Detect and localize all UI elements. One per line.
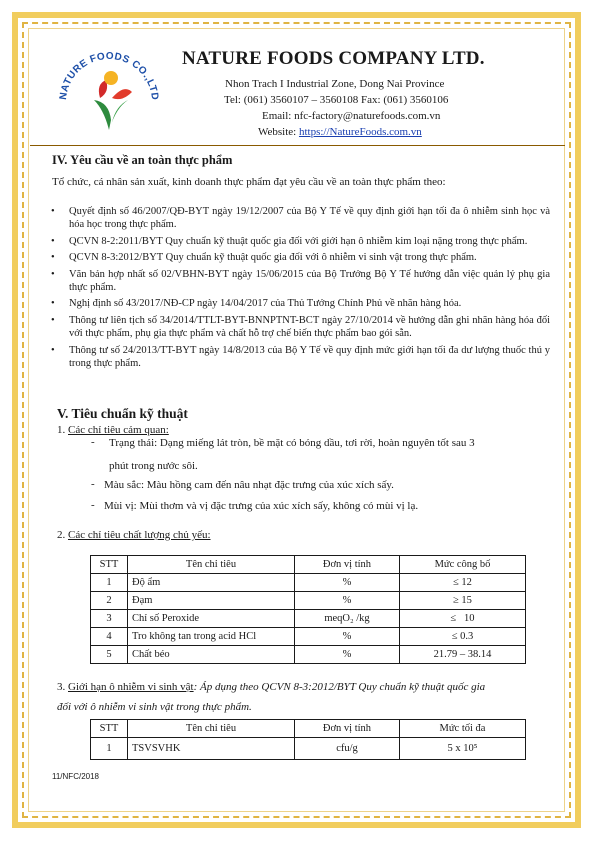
cell-level: ≤ 10 bbox=[400, 610, 526, 628]
sensory-number: 1. bbox=[57, 424, 66, 436]
cell-stt: 1 bbox=[91, 738, 128, 760]
cell-stt: 1 bbox=[91, 574, 128, 592]
quality-heading bbox=[57, 529, 211, 541]
website-link[interactable]: https://NatureFoods.com.vn bbox=[298, 126, 422, 138]
cell-criterion: Chỉ số Peroxide bbox=[128, 610, 295, 628]
list-item: • QCVN 8-2:2011/BYT Quy chuẩn kỹ thuật quốc gia đối với giới hạn ô nhiễm kim loại nặng trong thực phẩm. bbox=[55, 235, 550, 248]
cell-unit: meqO₂ /kg bbox=[295, 610, 400, 628]
cell-criterion: Chất béo bbox=[128, 646, 295, 664]
micro-number: 3. bbox=[57, 681, 66, 693]
header-unit: Đơn vị tính bbox=[295, 720, 400, 738]
micro-table bbox=[90, 719, 526, 760]
list-item: • Nghị định số 43/2017/NĐ-CP ngày 14/04/2017 của Thủ Tướng Chính Phủ về nhãn hàng hóa. bbox=[55, 297, 550, 310]
sensory-color: Màu sắc: Màu hồng cam đến nâu nhạt đặc trưng của xúc xích sấy. bbox=[104, 479, 394, 491]
cell-unit: % bbox=[295, 592, 400, 610]
company-website bbox=[258, 126, 422, 138]
header-level: Mức công bố bbox=[400, 556, 526, 574]
sensory-title: Các chỉ tiêu cảm quan: bbox=[68, 424, 169, 436]
dash-marker: - bbox=[91, 499, 95, 511]
cell-stt: 5 bbox=[91, 646, 128, 664]
header-stt: STT bbox=[91, 720, 128, 738]
sensory-heading bbox=[57, 424, 169, 436]
quality-table bbox=[90, 555, 526, 664]
cell-unit: % bbox=[295, 628, 400, 646]
sensory-state: Trạng thái: Dạng miếng lát tròn, bề mặt có bóng dầu, tơi rời, hoàn nguyên tốt sau 3 bbox=[109, 437, 475, 449]
sensory-taste: Mùi vị: Mùi thơm và vị đặc trưng của xúc xích sấy, không có mùi vị lạ. bbox=[104, 500, 419, 512]
list-item: • Văn bản hợp nhất số 02/VBHN-BYT ngày 15/06/2015 của Bộ Trưởng Bộ Y Tế hướng dẫn việc quản lý phụ gia thực phẩm. bbox=[55, 268, 550, 294]
document-code: 11/NFC/2018 bbox=[52, 772, 99, 781]
cell-level: 21.79 – 38.14 bbox=[400, 646, 526, 664]
cell-criterion: Đạm bbox=[128, 592, 295, 610]
cell-unit: cfu/g bbox=[295, 738, 400, 760]
cell-stt: 2 bbox=[91, 592, 128, 610]
table-row bbox=[91, 592, 526, 610]
company-logo bbox=[54, 40, 164, 140]
table-header-row bbox=[91, 556, 526, 574]
company-address: Nhon Trach I Industrial Zone, Dong Nai Province bbox=[225, 78, 445, 90]
cell-stt: 3 bbox=[91, 610, 128, 628]
header-stt: STT bbox=[91, 556, 128, 574]
micro-note: : Áp dụng theo QCVN 8-3:2012/BYT Quy chuẩn kỹ thuật quốc gia bbox=[193, 681, 486, 693]
header-divider bbox=[30, 145, 565, 146]
table-header-row bbox=[91, 720, 526, 738]
company-name: NATURE FOODS COMPANY LTD. bbox=[182, 48, 485, 69]
header-criterion: Tên chỉ tiêu bbox=[128, 556, 295, 574]
cell-max: 5 x 10⁵ bbox=[400, 738, 526, 760]
cell-criterion: Tro không tan trong acid HCl bbox=[128, 628, 295, 646]
company-email: Email: nfc-factory@naturefoods.com.vn bbox=[262, 110, 441, 122]
quality-number: 2. bbox=[57, 529, 66, 541]
section-5-title: V. Tiêu chuẩn kỹ thuật bbox=[57, 406, 188, 421]
header-criterion: Tên chỉ tiêu bbox=[128, 720, 295, 738]
cell-level: ≤ 12 bbox=[400, 574, 526, 592]
cell-unit: % bbox=[295, 574, 400, 592]
table-row bbox=[91, 646, 526, 664]
section-4-title: IV. Yêu cầu về an toàn thực phẩm bbox=[52, 153, 233, 167]
sensory-state-cont: phút trong nước sôi. bbox=[109, 460, 198, 472]
dash-marker: - bbox=[91, 436, 95, 448]
table-row bbox=[91, 628, 526, 646]
section-4-intro: Tổ chức, cá nhân sản xuất, kinh doanh thực phẩm đạt yêu cầu về an toàn thực phẩm theo: bbox=[52, 176, 446, 188]
cell-level: ≥ 15 bbox=[400, 592, 526, 610]
table-row bbox=[91, 610, 526, 628]
list-item: • Thông tư liên tịch số 34/2014/TTLT-BYT-BNNPTNT-BCT ngày 27/10/2014 về hướng dẫn ghi nhãn hàng hóa đối với thực phẩm, phụ gia thực phẩm và chất hỗ trợ chế biến thực phẩm bao gói sẵn. bbox=[55, 314, 550, 340]
cell-unit: % bbox=[295, 646, 400, 664]
svg-text:NATURE FOODS CO.,LTD: NATURE FOODS CO.,LTD bbox=[57, 50, 161, 101]
website-label: Website: bbox=[258, 126, 297, 138]
cell-stt: 4 bbox=[91, 628, 128, 646]
dash-marker: - bbox=[91, 478, 95, 490]
cell-criterion: TSVSVHK bbox=[128, 738, 295, 760]
quality-title: Các chỉ tiêu chất lượng chủ yếu: bbox=[68, 529, 211, 541]
cell-criterion: Độ ẩm bbox=[128, 574, 295, 592]
company-phone: Tel: (061) 3560107 – 3560108 Fax: (061) 3560106 bbox=[224, 94, 449, 106]
header-max: Mức tối đa bbox=[400, 720, 526, 738]
list-item: • Quyết định số 46/2007/QĐ-BYT ngày 19/12/2007 của Bộ Y Tế về quy định giới hạn tối đa ô nhiễm sinh học và hóa học trong thực phẩm. bbox=[55, 205, 550, 231]
regulation-list bbox=[55, 205, 550, 373]
header-unit: Đơn vị tính bbox=[295, 556, 400, 574]
micro-note-cont: đối với ô nhiễm vi sinh vật trong thực phẩm. bbox=[57, 701, 252, 713]
micro-heading bbox=[57, 677, 552, 717]
micro-title: Giới hạn ô nhiễm vi sinh vật bbox=[68, 681, 194, 693]
cell-level: ≤ 0.3 bbox=[400, 628, 526, 646]
list-item: • Thông tư số 24/2013/TT-BYT ngày 14/8/2013 của Bộ Y Tế về quy định mức giới hạn tối đa dư lượng thuốc thú y trong thực phẩm. bbox=[55, 344, 550, 370]
table-row bbox=[91, 574, 526, 592]
table-row bbox=[91, 738, 526, 760]
list-item: • QCVN 8-3:2012/BYT Quy chuẩn kỹ thuật quốc gia đối với ô nhiễm vi sinh vật trong thực phẩm. bbox=[55, 251, 550, 264]
